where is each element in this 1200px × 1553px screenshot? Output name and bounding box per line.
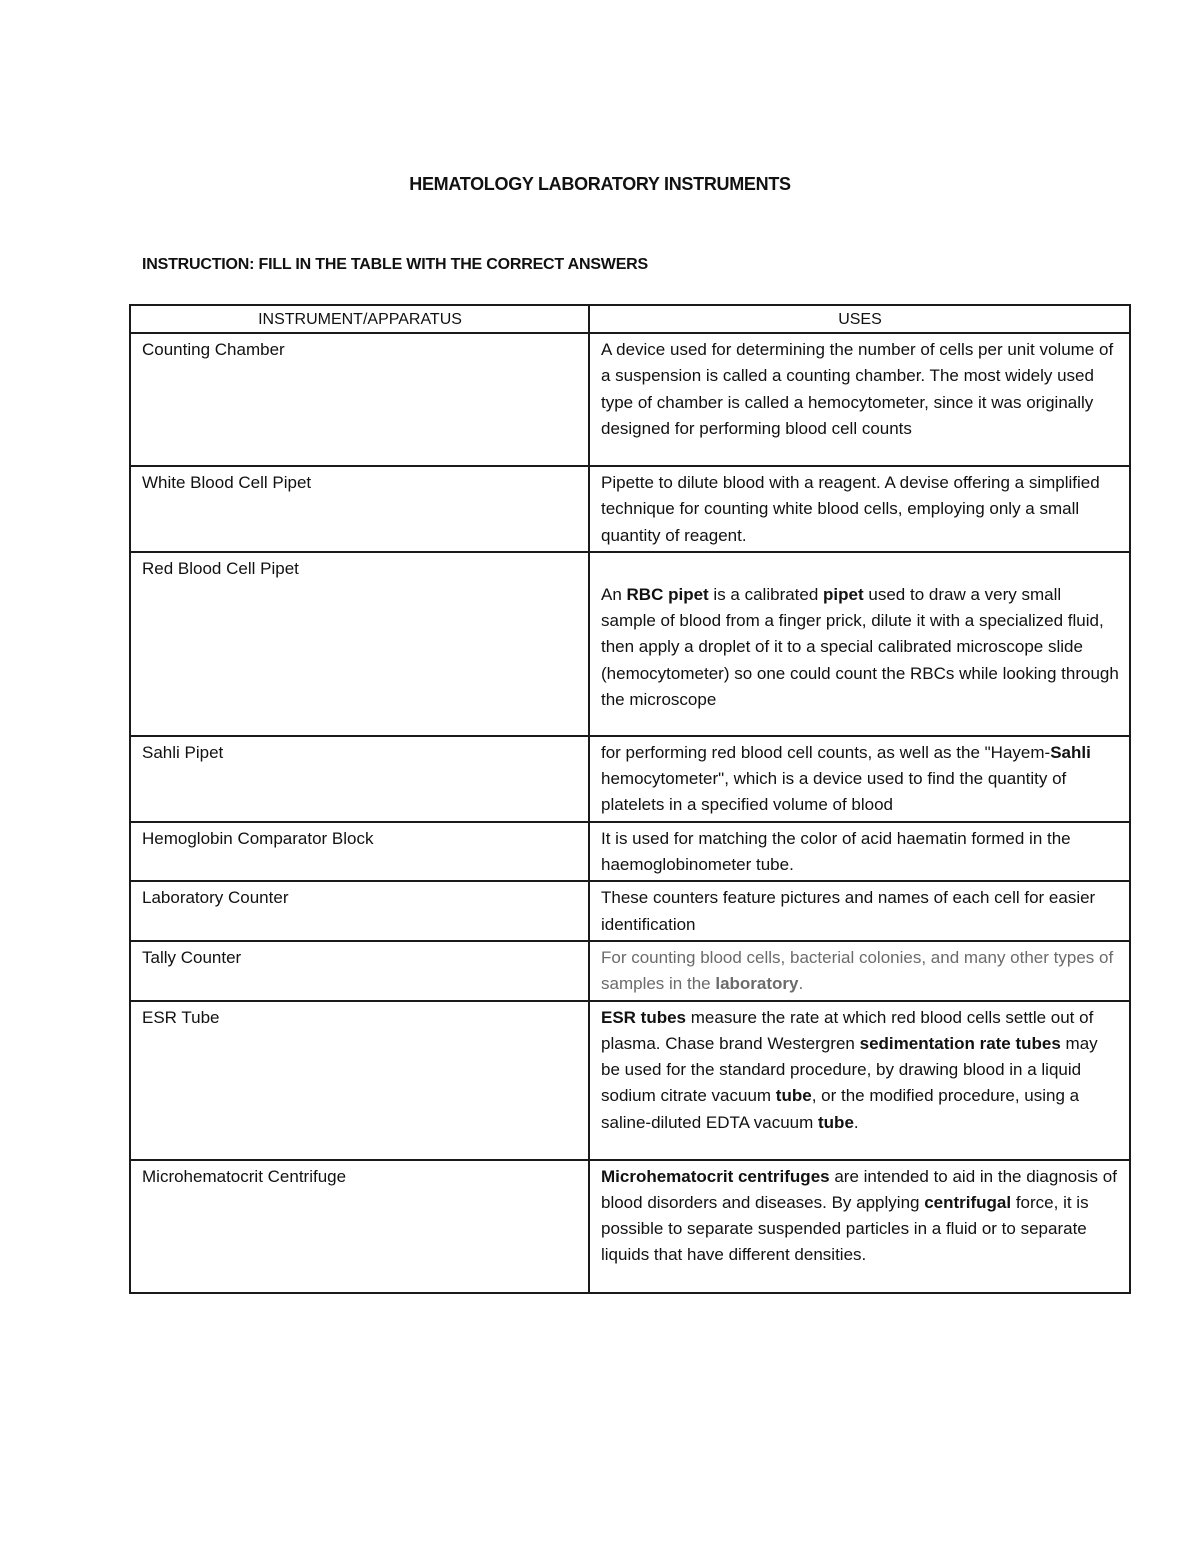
instrument-cell: Microhematocrit Centrifuge xyxy=(130,1160,589,1293)
uses-cell: Pipette to dilute blood with a reagent. A devise offering a simplified technique for counting white blood cells, employing only a small quantity of reagent. xyxy=(589,466,1130,552)
uses-cell: An RBC pipet is a calibrated pipet used to draw a very small sample of blood from a finger prick, dilute it with a specialized fluid, then apply a droplet of it to a special calibrated microscope slide (hemocytometer) so one could count the RBCs while looking through the microscope xyxy=(589,552,1130,736)
table-row xyxy=(130,822,1130,882)
instrument-cell: Laboratory Counter xyxy=(130,881,589,941)
instrument-cell: ESR Tube xyxy=(130,1001,589,1160)
table-row xyxy=(130,1160,1130,1293)
table-row xyxy=(130,1001,1130,1160)
instrument-table xyxy=(129,304,1131,1294)
column-header-instrument: INSTRUMENT/APPARATUS xyxy=(130,305,589,333)
uses-cell: Microhematocrit centrifuges are intended to aid in the diagnosis of blood disorders and diseases. By applying centrifugal force, it is possible to separate suspended particles in a fluid or to separate liquids that have different densities. xyxy=(589,1160,1130,1293)
instrument-cell: Hemoglobin Comparator Block xyxy=(130,822,589,882)
page-title: HEMATOLOGY LABORATORY INSTRUMENTS xyxy=(409,174,791,194)
instrument-cell: White Blood Cell Pipet xyxy=(130,466,589,552)
table-row xyxy=(130,941,1130,1001)
table-row xyxy=(130,736,1130,822)
uses-cell: It is used for matching the color of acid haematin formed in the haemoglobinometer tube. xyxy=(589,822,1130,882)
instrument-cell: Sahli Pipet xyxy=(130,736,589,822)
instrument-cell: Red Blood Cell Pipet xyxy=(130,552,589,736)
table-row xyxy=(130,466,1130,552)
table-row xyxy=(130,552,1130,736)
table-row xyxy=(130,333,1130,466)
instrument-cell: Tally Counter xyxy=(130,941,589,1001)
uses-cell: For counting blood cells, bacterial colonies, and many other types of samples in the laboratory. xyxy=(589,941,1130,1001)
uses-cell: ESR tubes measure the rate at which red blood cells settle out of plasma. Chase brand Westergren sedimentation rate tubes may be used for the standard procedure, by drawing blood in a liquid sodium citrate vacuum tube, or the modified procedure, using a saline-diluted EDTA vacuum tube. xyxy=(589,1001,1130,1160)
column-header-uses: USES xyxy=(589,305,1130,333)
uses-cell: for performing red blood cell counts, as well as the "Hayem-Sahli hemocytometer", which is a device used to find the quantity of platelets in a specified volume of blood xyxy=(589,736,1130,822)
uses-cell: These counters feature pictures and names of each cell for easier identification xyxy=(589,881,1130,941)
table-header-row xyxy=(130,305,1130,333)
uses-cell: A device used for determining the number of cells per unit volume of a suspension is called a counting chamber. The most widely used type of chamber is called a hemocytometer, since it was originally designed for performing blood cell counts xyxy=(589,333,1130,466)
instruction-text: INSTRUCTION: FILL IN THE TABLE WITH THE CORRECT ANSWERS xyxy=(142,256,649,273)
table-row xyxy=(130,881,1130,941)
instrument-cell: Counting Chamber xyxy=(130,333,589,466)
